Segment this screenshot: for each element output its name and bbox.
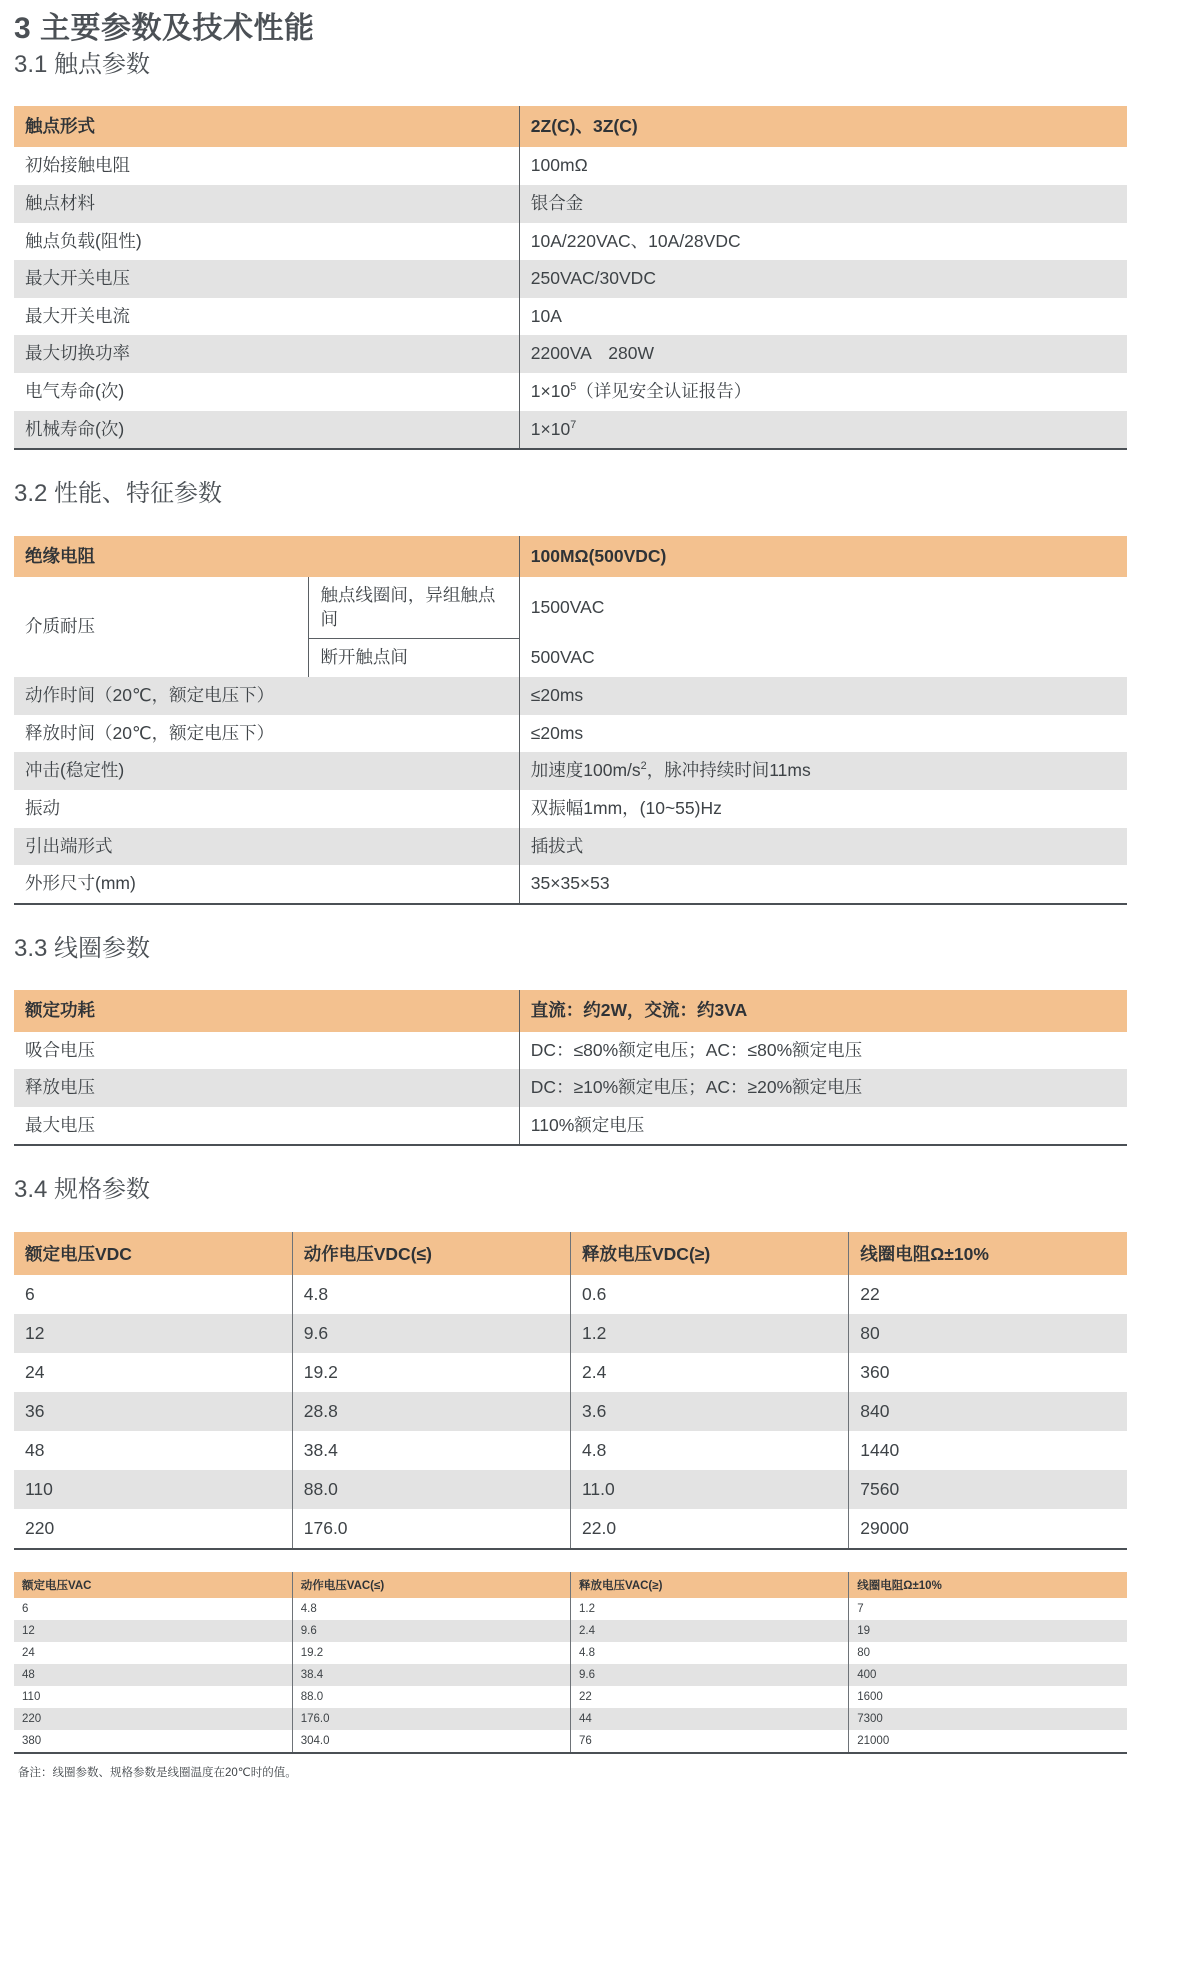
cell: 22 [849, 1275, 1127, 1314]
cell: 19.2 [292, 1353, 570, 1392]
cell: 360 [849, 1353, 1127, 1392]
section-title-3-1: 3.1 触点参数 [14, 50, 151, 78]
cell: 24 [14, 1642, 292, 1664]
cell: 220 [14, 1509, 292, 1548]
cell: 6 [14, 1598, 292, 1620]
table-row [14, 411, 1127, 449]
table-row [14, 1598, 1127, 1620]
ac-specification-table [14, 1572, 1127, 1752]
table-row [14, 335, 1127, 373]
page-title: 3 主要参数及技术性能 [14, 12, 315, 45]
table-row [14, 1392, 1127, 1431]
row-label: 最大切换功率 [14, 335, 519, 373]
section-title-3-2: 3.2 性能、特征参数 [14, 480, 223, 508]
row-value: 2200VA 280W [519, 335, 1127, 373]
cell: 1.2 [571, 1314, 849, 1353]
value-base: 1×10 [530, 418, 571, 439]
cell: 9.6 [292, 1314, 570, 1353]
table-row [14, 1069, 1127, 1107]
value-base: 加速度100m/s [530, 760, 641, 781]
value-exponent: 2 [640, 760, 647, 773]
header-label: 额定功耗 [14, 990, 519, 1032]
table-header-row [14, 536, 1127, 578]
table-row [14, 185, 1127, 223]
cell: 0.6 [571, 1275, 849, 1314]
row-label: 触点材料 [14, 185, 519, 223]
cell: 38.4 [292, 1664, 570, 1686]
cell: 6 [14, 1275, 292, 1314]
cell: 400 [849, 1664, 1127, 1686]
column-header: 动作电压VDC(≤) [292, 1232, 570, 1275]
spacer [14, 1146, 1127, 1172]
row-label: 最大开关电压 [14, 260, 519, 298]
row-value: 250VAC/30VDC [519, 260, 1127, 298]
row-value: 35×35×53 [519, 865, 1127, 903]
cell: 4.8 [292, 1598, 570, 1620]
table-row [14, 1275, 1127, 1314]
table-row [14, 1730, 1127, 1752]
value-exponent: 7 [570, 418, 577, 431]
row-value: 10A/220VAC、10A/28VDC [519, 223, 1127, 261]
row-label: 最大电压 [14, 1107, 519, 1145]
table-row [14, 298, 1127, 336]
table-row [14, 1708, 1127, 1730]
table-row [14, 1642, 1127, 1664]
row-label: 初始接触电阻 [14, 147, 519, 185]
table-row [14, 1620, 1127, 1642]
table-header-row [14, 1572, 1127, 1598]
cell: 7 [849, 1598, 1127, 1620]
table-row [14, 752, 1127, 790]
coil-parameters-table [14, 990, 1127, 1145]
row-value: DC：≥10%额定电压；AC：≥20%额定电压 [519, 1069, 1127, 1107]
table-row [14, 1509, 1127, 1548]
cell: 21000 [849, 1730, 1127, 1752]
cell: 1.2 [571, 1598, 849, 1620]
row-value: 100mΩ [519, 147, 1127, 185]
row-value: 插拔式 [519, 828, 1127, 866]
cell: 7300 [849, 1708, 1127, 1730]
row-value: 银合金 [519, 185, 1127, 223]
table-row [14, 147, 1127, 185]
row-label: 动作时间（20℃，额定电压下） [14, 677, 519, 715]
column-header: 释放电压VDC(≥) [571, 1232, 849, 1275]
row-sub-label: 断开触点间 [309, 639, 519, 677]
table-row [14, 1686, 1127, 1708]
row-value [519, 373, 1127, 411]
contact-parameters-table [14, 106, 1127, 449]
cell: 38.4 [292, 1431, 570, 1470]
cell: 22 [571, 1686, 849, 1708]
table-row [14, 828, 1127, 866]
table-row [14, 1107, 1127, 1145]
table-row [14, 677, 1127, 715]
cell: 44 [571, 1708, 849, 1730]
table-row [14, 1314, 1127, 1353]
header-value: 直流：约2W，交流：约3VA [519, 990, 1127, 1032]
spacer [14, 1550, 1127, 1572]
row-label: 引出端形式 [14, 828, 519, 866]
row-label: 外形尺寸(mm) [14, 865, 519, 903]
row-label: 机械寿命(次) [14, 411, 519, 449]
header-label: 绝缘电阻 [14, 536, 519, 578]
header-value: 100MΩ(500VDC) [519, 536, 1127, 578]
cell: 2.4 [571, 1620, 849, 1642]
row-value: 110%额定电压 [519, 1107, 1127, 1145]
table-row [14, 577, 1127, 639]
table-row [14, 715, 1127, 753]
cell: 80 [849, 1314, 1127, 1353]
cell: 1600 [849, 1686, 1127, 1708]
cell: 9.6 [571, 1664, 849, 1686]
row-value: DC：≤80%额定电压；AC：≤80%额定电压 [519, 1032, 1127, 1070]
row-value: ≤20ms [519, 677, 1127, 715]
table-row [14, 1664, 1127, 1686]
cell: 12 [14, 1620, 292, 1642]
cell: 176.0 [292, 1708, 570, 1730]
cell: 1440 [849, 1431, 1127, 1470]
cell: 80 [849, 1642, 1127, 1664]
value-exponent: 5 [570, 381, 577, 394]
cell: 2.4 [571, 1353, 849, 1392]
row-value [519, 752, 1127, 790]
column-header: 线圈电阻Ω±10% [849, 1572, 1127, 1598]
table-row [14, 1353, 1127, 1392]
column-header: 动作电压VAC(≤) [292, 1572, 570, 1598]
spacer [14, 905, 1127, 931]
row-label: 冲击(稳定性) [14, 752, 519, 790]
section-title-3-3: 3.3 线圈参数 [14, 934, 151, 962]
table-row [14, 260, 1127, 298]
performance-parameters-table [14, 536, 1127, 903]
cell: 76 [571, 1730, 849, 1752]
cell: 29000 [849, 1509, 1127, 1548]
header-value: 2Z(C)、3Z(C) [519, 106, 1127, 148]
table-header-row [14, 106, 1127, 148]
row-label: 介质耐压 [14, 577, 309, 677]
table-header-row [14, 990, 1127, 1032]
cell: 11.0 [571, 1470, 849, 1509]
cell: 9.6 [292, 1620, 570, 1642]
row-label: 电气寿命(次) [14, 373, 519, 411]
header-label: 触点形式 [14, 106, 519, 148]
cell: 7560 [849, 1470, 1127, 1509]
column-header: 额定电压VDC [14, 1232, 292, 1275]
dc-specification-table [14, 1232, 1127, 1548]
cell: 4.8 [571, 1642, 849, 1664]
row-label: 吸合电压 [14, 1032, 519, 1070]
value-tail: （详见安全认证报告） [576, 381, 752, 402]
table-row [14, 1032, 1127, 1070]
row-value [519, 411, 1127, 449]
footnote: 备注：线圈参数、规格参数是线圈温度在20℃时的值。 [18, 1766, 297, 1779]
cell: 22.0 [571, 1509, 849, 1548]
cell: 110 [14, 1470, 292, 1509]
cell: 36 [14, 1392, 292, 1431]
spacer [14, 80, 1127, 106]
table-row [14, 865, 1127, 903]
row-label: 最大开关电流 [14, 298, 519, 336]
cell: 220 [14, 1708, 292, 1730]
cell: 88.0 [292, 1686, 570, 1708]
cell: 19 [849, 1620, 1127, 1642]
row-label: 振动 [14, 790, 519, 828]
cell: 3.6 [571, 1392, 849, 1431]
table-row [14, 1431, 1127, 1470]
column-header: 释放电压VAC(≥) [571, 1572, 849, 1598]
value-base: 1×10 [530, 381, 571, 402]
section-title-3-4: 3.4 规格参数 [14, 1176, 151, 1204]
cell: 304.0 [292, 1730, 570, 1752]
cell: 48 [14, 1431, 292, 1470]
cell: 48 [14, 1664, 292, 1686]
cell: 88.0 [292, 1470, 570, 1509]
table-row [14, 373, 1127, 411]
row-value: 500VAC [519, 639, 1127, 677]
row-label: 释放电压 [14, 1069, 519, 1107]
cell: 840 [849, 1392, 1127, 1431]
table-row [14, 223, 1127, 261]
row-sub-label: 触点线圈间，异组触点间 [309, 577, 519, 639]
row-value: ≤20ms [519, 715, 1127, 753]
table-row [14, 1470, 1127, 1509]
row-value: 1500VAC [519, 577, 1127, 639]
table-header-row [14, 1232, 1127, 1275]
row-value: 10A [519, 298, 1127, 336]
cell: 12 [14, 1314, 292, 1353]
table-row [14, 790, 1127, 828]
cell: 380 [14, 1730, 292, 1752]
cell: 176.0 [292, 1509, 570, 1548]
row-label: 释放时间（20℃，额定电压下） [14, 715, 519, 753]
cell: 19.2 [292, 1642, 570, 1664]
row-value: 双振幅1mm，(10~55)Hz [519, 790, 1127, 828]
cell: 24 [14, 1353, 292, 1392]
value-tail: ，脉冲持续时间11ms [646, 760, 811, 781]
spacer [14, 510, 1127, 536]
spacer [14, 964, 1127, 990]
row-label: 触点负载(阻性) [14, 223, 519, 261]
cell: 4.8 [571, 1431, 849, 1470]
cell: 110 [14, 1686, 292, 1708]
column-header: 线圈电阻Ω±10% [849, 1232, 1127, 1275]
spacer [14, 450, 1127, 476]
cell: 28.8 [292, 1392, 570, 1431]
cell: 4.8 [292, 1275, 570, 1314]
column-header: 额定电压VAC [14, 1572, 292, 1598]
spacer [14, 1206, 1127, 1232]
